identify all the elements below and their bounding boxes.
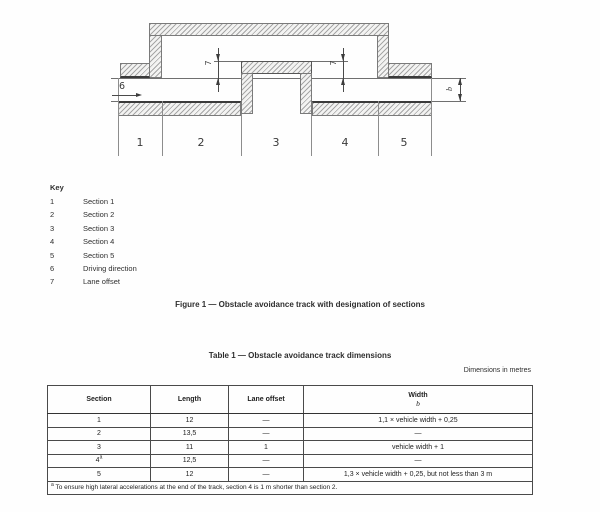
- arrow-down-icon: [216, 54, 220, 61]
- cell-width: vehicle width + 1: [304, 441, 533, 455]
- col-header-width-symbol: b: [416, 398, 420, 408]
- col-header-lane-offset: Lane offset: [229, 386, 304, 414]
- figure-key: [50, 183, 137, 291]
- section-divider: [431, 78, 432, 156]
- cell-section: 4$^a$: [48, 454, 151, 468]
- key-item-number: 4: [50, 237, 55, 247]
- table-units-note: Dimensions in metres: [463, 367, 531, 374]
- table-row: [48, 454, 533, 468]
- cell-length: 11: [151, 441, 229, 455]
- table-row: [48, 414, 533, 428]
- table-row: [48, 427, 533, 441]
- key-item-label: Section 5: [83, 250, 115, 260]
- table-caption: Table 1 — Obstacle avoidance track dimensions: [208, 351, 392, 360]
- section-label-1: 1: [136, 136, 144, 149]
- table-header-row: [48, 386, 533, 414]
- cell-lane-offset: —: [229, 454, 304, 468]
- key-item: [50, 197, 137, 210]
- hatch-bottom-band-right: [312, 101, 432, 116]
- key-item-number: 2: [50, 210, 55, 220]
- section-divider: [311, 114, 312, 156]
- cell-width: —: [304, 427, 533, 441]
- key-item-label: Section 1: [83, 197, 115, 206]
- section-label-5: 5: [400, 136, 408, 149]
- hatch-bottom-band-left: [118, 101, 241, 116]
- key-item: [50, 237, 137, 250]
- cell-width: 1,3 × vehicle width + 0,25, but not less than 3 m: [304, 468, 533, 482]
- section-label-2: 2: [197, 136, 205, 149]
- cell-section: 2: [48, 427, 151, 441]
- key-item-number: 7: [50, 277, 55, 287]
- footnote-text: To ensure high lateral accelerations at the end of the track, section 4 is 1 m shorter than section 2.: [55, 484, 338, 491]
- cell-width: 1,1 × vehicle width + 0,25: [304, 414, 533, 428]
- hatch-top-band: [149, 23, 389, 36]
- section-divider: [162, 101, 163, 156]
- cell-length: 12: [151, 468, 229, 482]
- cell-width: —: [304, 454, 533, 468]
- key-item: [50, 224, 137, 237]
- key-title: Key: [50, 183, 64, 192]
- section-divider: [241, 114, 242, 156]
- col-header-length: Length: [151, 386, 229, 414]
- cell-section: 1: [48, 414, 151, 428]
- section-label-4: 4: [341, 136, 349, 149]
- hatch-left-step: [120, 63, 150, 78]
- hatch-left-wall: [149, 35, 162, 78]
- key-item-number: 1: [50, 197, 55, 206]
- table-footnote-row: [48, 481, 533, 494]
- arrow-up-icon: [341, 78, 345, 85]
- key-item: [50, 210, 137, 223]
- cell-section: 3: [48, 441, 151, 455]
- cell-lane-offset: 1: [229, 441, 304, 455]
- arrow-down-icon: [458, 94, 462, 101]
- cell-length: 12,5: [151, 454, 229, 468]
- key-item-number: 5: [50, 250, 55, 260]
- col-header-width-label: Width: [408, 391, 428, 399]
- key-item-label: Driving direction: [83, 263, 137, 273]
- lane-offset-callout-left: 7: [204, 60, 213, 66]
- key-item-label: Section 2: [83, 210, 115, 220]
- col-header-width: [304, 386, 533, 414]
- key-item: [50, 264, 137, 277]
- section-label-3: 3: [272, 136, 280, 149]
- key-item-label: Section 3: [83, 223, 115, 233]
- key-item-label: Lane offset: [83, 277, 120, 287]
- lane-top-line: [111, 78, 466, 79]
- section-divider: [378, 101, 379, 156]
- driving-direction-callout: 6: [119, 81, 126, 92]
- key-item: [50, 251, 137, 264]
- arrow-down-icon: [341, 54, 345, 61]
- table-row: [48, 441, 533, 455]
- arrow-up-icon: [216, 78, 220, 85]
- width-extension-line-bottom: [432, 101, 466, 102]
- cell-lane-offset: —: [229, 468, 304, 482]
- figure-caption: Figure 1 — Obstacle avoidance track with designation of sections: [175, 300, 425, 309]
- key-item: [50, 277, 137, 290]
- lane-offset-callout-right: 7: [329, 60, 338, 66]
- col-header-section: Section: [48, 386, 151, 414]
- cell-length: 12: [151, 414, 229, 428]
- key-item-label: Section 4: [83, 237, 115, 247]
- hatch-middle-obstacle-right-leg: [300, 73, 312, 114]
- driving-direction-arrow-line: [112, 95, 137, 96]
- cell-lane-offset: —: [229, 427, 304, 441]
- cell-lane-offset: —: [229, 414, 304, 428]
- arrow-up-icon: [458, 78, 462, 85]
- table-row: [48, 468, 533, 482]
- cell-length: 13,5: [151, 427, 229, 441]
- hatch-right-step: [388, 63, 432, 78]
- table-footnote: [48, 481, 533, 494]
- key-item-number: 6: [50, 263, 55, 273]
- dimensions-table: [47, 385, 533, 495]
- key-item-number: 3: [50, 223, 55, 233]
- arrow-right-icon: [136, 93, 142, 97]
- cell-section: 5: [48, 468, 151, 482]
- footnote-marker: a: [51, 481, 54, 488]
- lane-width-callout: b: [445, 87, 454, 91]
- hatch-middle-obstacle-left-leg: [241, 73, 253, 114]
